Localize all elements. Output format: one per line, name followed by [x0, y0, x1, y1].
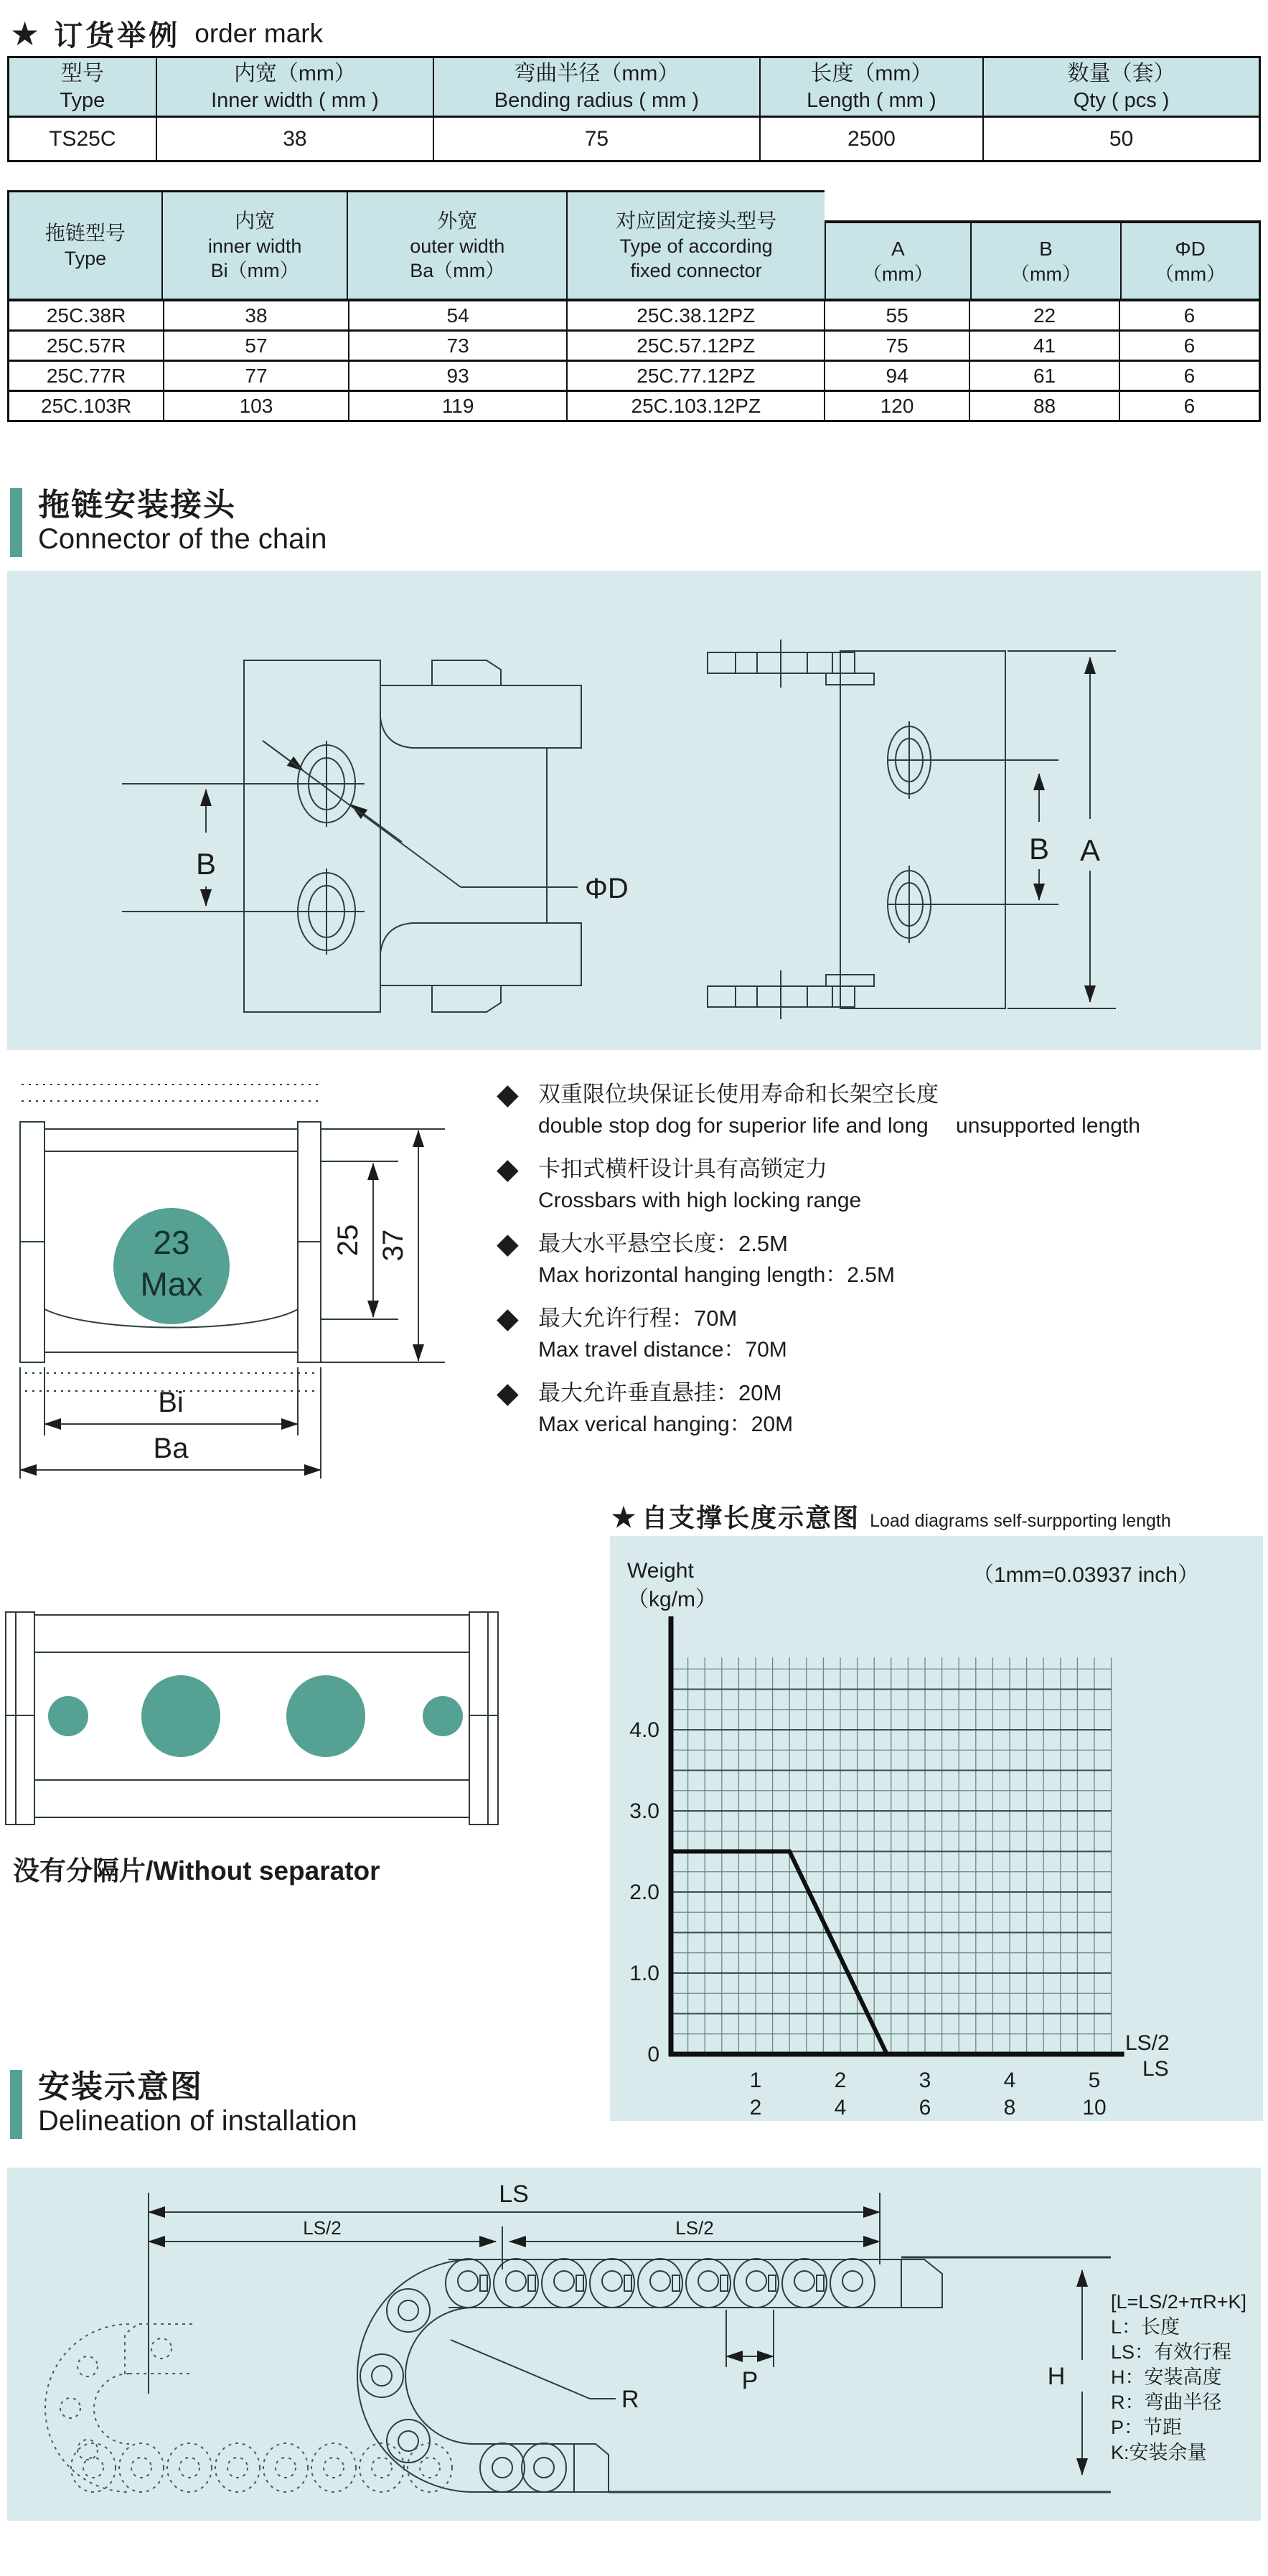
list-item: ◆ 卡扣式横杆设计具有高锁定力 Crossbars with high locking range — [497, 1153, 1266, 1216]
section-title-zh: 安装示意图 — [38, 2069, 203, 2104]
load-chart-panel — [610, 1536, 1263, 2121]
svg-text:2: 2 — [749, 2096, 762, 2120]
without-separator-figure — [4, 1608, 535, 1830]
spec-table-header-row — [7, 190, 1261, 301]
chart-unit-note: （1mm=0.03937 inch） — [972, 1563, 1199, 1587]
section-title-zh: 拖链安装接头 — [38, 487, 236, 523]
spec-th-a: A （mm） — [825, 220, 970, 299]
section-title-en: Delineation of installation — [38, 2105, 357, 2137]
cable-circle-large — [286, 1675, 365, 1757]
spec-th-connector: 对应固定接头型号 Type of according fixed connector — [566, 190, 825, 299]
svg-text:5: 5 — [1088, 2069, 1101, 2092]
table-row: 25C.77R 77 93 25C.77.12PZ 94 61 6 — [9, 360, 1259, 390]
dim-label-phi-d: ΦD — [585, 873, 629, 904]
order-mark-title — [10, 13, 323, 54]
installation-diagram-panel — [7, 2168, 1261, 2521]
spec-th-b: B （mm） — [970, 220, 1121, 299]
legend-line: L：长度 — [1111, 2316, 1180, 2338]
order-th-type: 型号 Type — [9, 58, 156, 116]
dim-r: R — [621, 2386, 639, 2413]
legend-line: P：节距 — [1111, 2417, 1183, 2438]
spec-table-body — [7, 301, 1261, 422]
max-diameter-value: 23 — [153, 1224, 190, 1261]
section-bar — [10, 2070, 22, 2139]
spec-table — [7, 190, 1261, 422]
dim-p: P — [741, 2367, 759, 2394]
spec-th-type: 拖链型号 Type — [7, 190, 161, 299]
spec-th-inner-width: 内宽 inner width Bi（mm） — [161, 190, 347, 299]
legend-formula: [L=LS/2+πR+K] — [1111, 2291, 1246, 2313]
diamond-icon: ◆ — [497, 1153, 519, 1185]
cable-circle-small — [48, 1696, 88, 1736]
load-chart-title-en: Load diagrams self-surpporting length — [870, 1511, 1171, 1531]
dimension-lines — [149, 2181, 880, 2394]
diamond-icon: ◆ — [497, 1377, 519, 1409]
svg-text:2.0: 2.0 — [629, 1881, 659, 1904]
legend-line: R：弯曲半径 — [1111, 2392, 1222, 2413]
connector-diagram-panel — [7, 571, 1261, 1050]
chain-links-upper — [446, 2259, 875, 2308]
svg-text:0: 0 — [647, 2043, 659, 2066]
dim-ls2-right: LS/2 — [675, 2217, 714, 2239]
chart-xaxis-label-ls: LS — [1142, 2057, 1169, 2081]
svg-text:2: 2 — [834, 2069, 847, 2092]
svg-text:4: 4 — [1003, 2069, 1016, 2092]
order-mark-title-zh: 订货举例 — [54, 20, 181, 52]
chart-ylabel-1: Weight — [627, 1559, 694, 1583]
connector-front-view — [122, 660, 629, 1012]
installation-section-header — [10, 2070, 357, 2139]
cable-circle-small — [423, 1696, 463, 1736]
section-title-en: Connector of the chain — [38, 523, 327, 555]
order-th-inner-width: 内宽（mm） Inner width ( mm ) — [156, 58, 433, 116]
spec-th-d: ΦD （mm） — [1120, 220, 1261, 299]
order-cell-inner-width: 38 — [156, 118, 433, 160]
chart-ylabel-2: （kg/m） — [627, 1588, 718, 1611]
svg-text:4: 4 — [834, 2096, 847, 2120]
order-th-bending-radius: 弯曲半径（mm） Bending radius ( mm ) — [433, 58, 759, 116]
dim-inner-height: 25 — [332, 1224, 364, 1257]
order-table-data-row — [9, 118, 1259, 160]
chart-xaxis-label-ls2: LS/2 — [1125, 2031, 1170, 2055]
order-th-length: 长度（mm） Length ( mm ) — [759, 58, 983, 116]
cable-circle-large — [141, 1675, 220, 1757]
star-icon: ★ — [611, 1503, 637, 1533]
order-th-qty: 数量（套） Qty ( pcs ) — [982, 58, 1259, 116]
dim-label-b-left: B — [195, 847, 217, 881]
list-item: ◆ 最大允许垂直悬挂：20M Max verical hanging：20M — [497, 1377, 1266, 1440]
star-icon: ★ — [10, 14, 40, 52]
legend-line: H：安装高度 — [1111, 2366, 1222, 2388]
chain-cross-section-figure — [7, 1059, 481, 1482]
connector-diagram — [7, 571, 1261, 1050]
dim-ls2-left: LS/2 — [303, 2217, 342, 2239]
legend-line: LS：有效行程 — [1111, 2341, 1232, 2363]
load-chart-plot — [610, 1536, 1263, 2121]
dim-outer-width: Ba — [153, 1433, 189, 1464]
list-item: ◆ 最大允许行程：70M Max travel distance：70M — [497, 1302, 1266, 1365]
diamond-icon: ◆ — [497, 1303, 519, 1334]
svg-text:4.0: 4.0 — [629, 1718, 659, 1742]
installation-legend — [1111, 2290, 1265, 2465]
dim-label-b-right: B — [1028, 832, 1050, 866]
installation-diagram — [7, 2168, 1261, 2521]
legend-line: K:安装余量 — [1111, 2442, 1207, 2463]
dim-ls: LS — [499, 2181, 529, 2208]
diamond-icon: ◆ — [497, 1228, 519, 1260]
feature-list — [497, 1078, 1266, 1451]
svg-text:10: 10 — [1082, 2096, 1107, 2120]
order-cell-bending-radius: 75 — [433, 118, 759, 160]
list-item: ◆ 最大水平悬空长度：2.5M Max horizontal hanging length：2.5M — [497, 1227, 1266, 1291]
table-row: 25C.103R 103 119 25C.103.12PZ 120 88 6 — [9, 390, 1259, 420]
order-table-header-row — [9, 58, 1259, 118]
table-row: 25C.38R 38 54 25C.38.12PZ 55 22 6 — [9, 301, 1259, 329]
svg-text:8: 8 — [1003, 2096, 1016, 2120]
order-cell-qty: 50 — [982, 118, 1259, 160]
without-separator-caption: 没有分隔片/Without separator — [13, 1856, 380, 1886]
dim-label-a-right: A — [1079, 833, 1101, 867]
order-cell-length: 2500 — [759, 118, 983, 160]
svg-text:3: 3 — [919, 2069, 931, 2092]
load-chart-title-zh: 自支撑长度示意图 — [642, 1503, 860, 1532]
order-cell-type: TS25C — [49, 126, 116, 151]
dim-h: H — [1047, 2363, 1066, 2390]
max-diameter-word: Max — [140, 1265, 203, 1303]
connector-side-view — [708, 640, 1116, 1019]
dim-outer-height: 37 — [377, 1229, 409, 1262]
chain-links-phantom — [45, 2324, 452, 2492]
svg-text:3.0: 3.0 — [629, 1799, 659, 1823]
list-item: ◆ 双重限位块保证长使用寿命和长架空长度 double stop dog for superior life and long unsupported length — [497, 1078, 1266, 1141]
order-mark-title-en: order mark — [194, 18, 324, 48]
dim-inner-width: Bi — [158, 1387, 184, 1418]
order-table — [7, 56, 1261, 162]
svg-text:6: 6 — [919, 2096, 931, 2120]
table-row: 25C.57R 57 73 25C.57.12PZ 75 41 6 — [9, 329, 1259, 360]
diamond-icon: ◆ — [497, 1079, 519, 1110]
svg-text:1.0: 1.0 — [629, 1962, 659, 1985]
svg-text:1: 1 — [749, 2069, 762, 2092]
load-chart-title — [611, 1498, 1171, 1535]
chain-drawing — [45, 2257, 1111, 2492]
spec-th-outer-width: 外宽 outer width Ba（mm） — [347, 190, 566, 299]
section-bar — [10, 488, 22, 557]
connector-section-header — [10, 488, 327, 557]
